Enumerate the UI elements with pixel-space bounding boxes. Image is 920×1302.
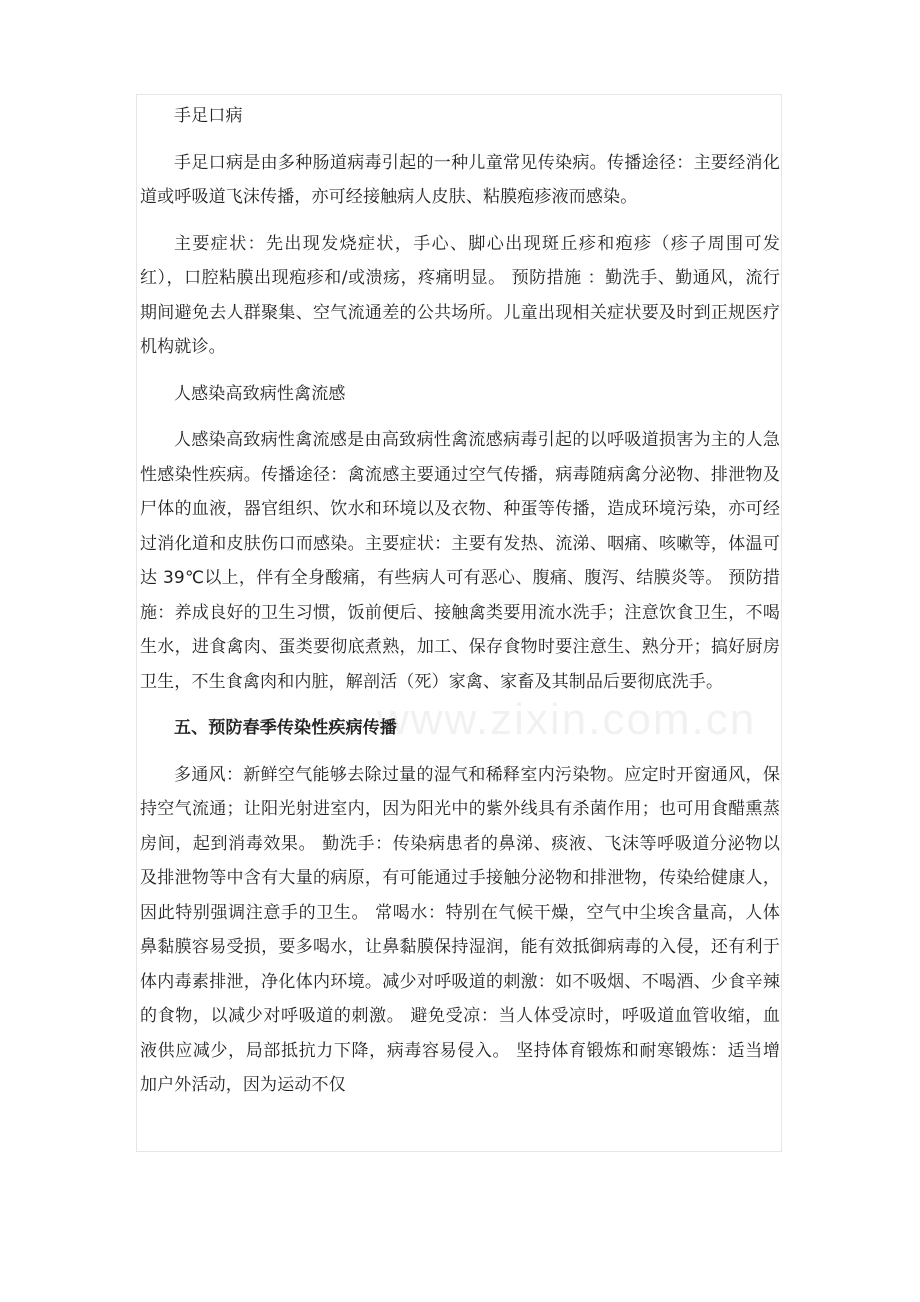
document-body xyxy=(140,99,780,1115)
paragraph-prevention: 多通风：新鲜空气能够去除过量的湿气和稀释室内污染物。应定时开窗通风，保持空气流通；让阳光射进室内，因为阳光中的紫外线具有杀菌作用；也可用食醋熏蒸房间，起到消毒效果。 勤洗手：传染病患者的鼻涕、痰液、飞沫等呼吸道分泌物以及排泄物等中含有大量的病原，有可能通过手接触分泌物和排泄物，传染给健康人，因此特别强调注意手的卫生。 常喝水：特别在气候干燥，空气中尘埃含量高，人体鼻黏膜容易受损，要多喝水，让鼻黏膜保持湿润，能有效抵御病毒的入侵，还有利于体内毒素排泄，净化体内环境。减少对呼吸道的刺激：如不吸烟、不喝酒、少食辛辣的食物，以减少对呼吸道的刺激。 避免受凉：当人体受凉时，呼吸道血管收缩，血液供应减少，局部抵抗力下降，病毒容易侵入。 坚持体育锻炼和耐寒锻炼：适当增加户外活动，因为运动不仅 xyxy=(140,764,780,1095)
document-page xyxy=(136,94,782,1152)
section-heading-prevention: 五、预防春季传染性疾病传播 xyxy=(174,718,397,738)
watermark: www.zixin.com.cn xyxy=(377,695,757,744)
paragraph-avian-flu: 人感染高致病性禽流感是由高致病性禽流感病毒引起的以呼吸道损害为主的人急性感染性疾病。传播途径：禽流感主要通过空气传播，病毒随病禽分泌物、排泄物及尸体的血液，器官组织、饮水和环境以及衣物、种蛋等传播，造成环境污染，亦可经过消化道和皮肤伤口而感染。主要症状：主要有发热、流涕、咽痛、咳嗽等，体温可达 39℃以上，伴有全身酸痛，有些病人可有恶心、腹痛、腹泻、结膜炎等。 预防措施：养成良好的卫生习惯，饭前便后、接触禽类要用流水洗手；注意饮食卫生，不喝生水，进食禽肉、蛋类要彻底煮熟，加工、保存食物时要注意生、熟分开；搞好厨房卫生，不生食禽肉和内脏，解剖活（死）家禽、家畜及其制品后要彻底洗手。 xyxy=(140,430,780,692)
paragraph-hfmd-intro: 手足口病是由多种肠道病毒引起的一种儿童常见传染病。传播途径：主要经消化道或呼吸道飞沫传播，亦可经接触病人皮肤、粘膜疱疹液而感染。 xyxy=(140,152,780,207)
section-title-hfmd: 手足口病 xyxy=(174,106,243,126)
paragraph-hfmd-symptoms: 主要症状：先出现发烧症状，手心、脚心出现斑丘疹和疱疹（疹子周围可发红），口腔粘膜出现疱疹和/或溃疡，疼痛明显。 预防措施 ：勤洗手、勤通风，流行期间避免去人群聚集、空气流通差的公共场所。儿童出现相关症状要及时到正规医疗机构就诊。 xyxy=(140,233,780,357)
section-title-avian-flu: 人感染高致病性禽流感 xyxy=(174,383,346,404)
